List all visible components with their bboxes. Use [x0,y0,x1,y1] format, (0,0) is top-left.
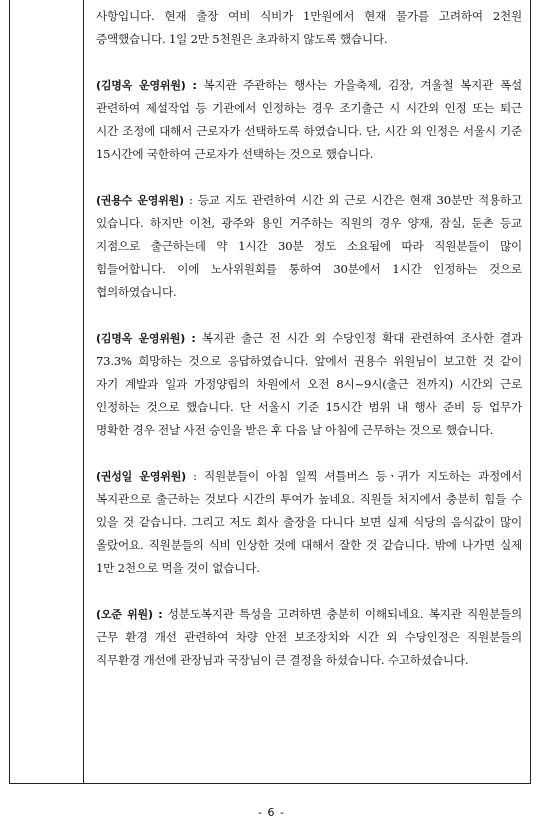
minutes-paragraph-5 [96,603,522,672]
page-number: - 6 - [258,806,285,819]
minutes-table [9,0,531,784]
paragraph-text: 사항입니다. 현재 출장 여비 식비가 1만원에서 현재 물가를 고려하여 2천원 증액했습니다. 1일 2만 5천원은 초과하지 않도록 했습니다. [96,9,522,46]
speaker-label: (권용수 운영위원) [96,194,184,207]
paragraph-text: 복지관 주관하는 행사는 가을축제, 김장, 겨울철 복지관 폭설 관련하여 제설작업 등 기관에서 인정하는 경우 조기출근 시 시간외 인정 또는 퇴근 시간 조정에 대해서 근로자가 선택하도록 하였습니다. 단, 시간 외 인정은 서울시 기준 15시간에 국한하여 근로자가 선택하는 것으로 했습니다. [96,78,522,161]
paragraph-text: : 등교 지도 관련하여 시간 외 근로 시간은 현재 30분만 적용하고 있습니다. 하지만 이천, 광주와 용인 거주하는 직원의 경우 양재, 잠실, 둔촌 등교 지점으로 출근하는데 약 1시간 30분 정도 소요됨에 따라 직원분들이 많이 힘들어합니다. 이에 노사위원회를 통하여 30분에서 1시간 인정하는 것으로 협의하였습니다. [96,193,522,299]
content-column [84,0,530,783]
speaker-label: (오준 위원) : [96,608,163,621]
paragraph-text: : 직원분들이 아침 일찍 셔틀버스 등ㆍ귀가 지도하는 과정에서 복지관으로 출근하는 것보다 시간의 투여가 높네요. 직원들 처지에서 충분히 힘들 수 있을 것 같습니다. 그리고 저도 회사 출장을 다니다 보면 실제 식당의 음식값이 많이 올랐어요. 직원분들의 식비 인상한 것에 대해서 잘한 것 같습니다. 밖에 나가면 실제 1만 2천으로 먹을 것이 없습니다. [96,469,522,575]
minutes-paragraph-2 [96,189,522,304]
minutes-paragraph-3 [96,327,522,442]
minutes-paragraph-0 [96,5,522,51]
label-column [10,0,84,783]
speaker-label: (권성일 운영위원) [96,470,186,483]
speaker-label: (김명옥 운영위원) : [96,332,196,345]
minutes-paragraph-1 [96,74,522,166]
paragraph-text: 성분도복지관 특성을 고려하면 충분히 이해되네요. 복지관 직원분들의 근무 환경 개선 관련하여 차량 안전 보조장치와 시간 외 수당인정은 직원분들의 직무환경 개선에 관장님과 국장님이 큰 결정을 하셨습니다. 수고하셨습니다. [96,607,523,667]
speaker-label: (김명옥 운영위원) : [96,79,197,92]
minutes-paragraph-4 [96,465,522,580]
paragraph-text: 복지관 출근 전 시간 외 수당인정 확대 관련하여 조사한 결과 73.3% 희망하는 것으로 응답하였습니다. 앞에서 권용수 위원님이 보고한 것 같이 자기 계발과 일과 가정양립의 차원에서 오전 8시~9시(출근 전까지) 시간외 근로 인정하는 것으로 했습니다. 단 서울시 기준 15시간 범위 내 행사 준비 등 업무가 명확한 경우 전날 사전 승인을 받은 후 다음 날 아침에 근무하는 것으로 했습니다. [96,331,522,437]
